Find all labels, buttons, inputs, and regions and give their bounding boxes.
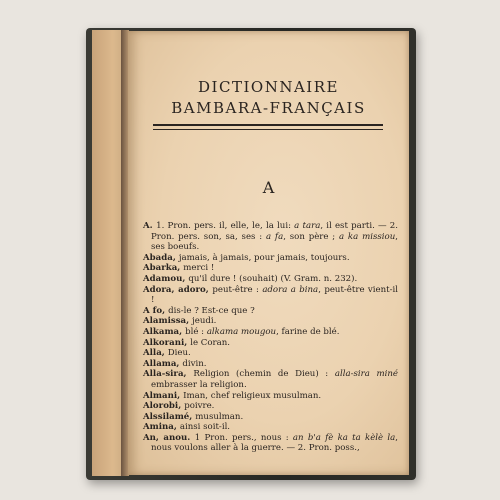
entry-headword: Alorobi, xyxy=(143,401,185,412)
entry-example: a ka missiou xyxy=(339,231,396,242)
dictionary-entry xyxy=(143,422,398,433)
entry-headword: Alkorani, xyxy=(143,337,191,348)
entry-headword: A. xyxy=(143,221,157,231)
entry-definition: Dieu. xyxy=(167,348,191,359)
entry-headword: An, anou. xyxy=(143,432,195,443)
entry-definition: 1 Pron. pers., nous : xyxy=(194,432,293,443)
dictionary-entry xyxy=(143,316,398,327)
entry-definition: , il est parti. — 2. Pron. pers. son, sa, ses : xyxy=(151,221,399,242)
entry-definition: , peut-être vient-il ! xyxy=(151,284,399,306)
page-title-line-2: BAMBARA-FRANÇAIS xyxy=(171,99,366,117)
dictionary-entry xyxy=(143,327,398,338)
dictionary-entry xyxy=(143,285,398,306)
entry-definition: dis-le ? Est-ce que ? xyxy=(168,305,255,316)
entry-definition: jamais, à jamais, pour jamais, toujours. xyxy=(178,252,350,263)
entry-definition: , ses boeufs. xyxy=(151,231,398,253)
entry-headword: Adora, adoro, xyxy=(143,284,213,295)
entry-definition: blé : xyxy=(185,326,207,337)
entry-headword: Alssilamé, xyxy=(143,411,196,422)
entry-definition: ainsi soit-il. xyxy=(179,422,231,433)
dictionary-entry xyxy=(143,306,398,317)
entry-example: alla-sira miné xyxy=(334,369,399,380)
dictionary-entry xyxy=(143,412,398,423)
entry-headword: Alla-sira, xyxy=(143,369,194,380)
entry-definition: le Coran. xyxy=(190,337,231,348)
entry-headword: Amina, xyxy=(143,422,180,433)
entry-example: an b'a fè ka ta kèlè la xyxy=(292,432,396,443)
dictionary-entry xyxy=(143,348,398,359)
entry-headword: Allama, xyxy=(143,358,183,369)
dictionary-entry xyxy=(143,369,398,390)
entry-headword: Adamou, xyxy=(143,273,189,284)
entry-definition: qu'il dure ! (souhait) (V. Gram. n. 232). xyxy=(188,273,358,284)
entry-example: adora a bina xyxy=(262,284,319,295)
dictionary-entry xyxy=(143,391,398,402)
entry-definition: divin. xyxy=(182,358,207,369)
page-title-line-1: DICTIONNAIRE xyxy=(198,78,339,96)
entry-definition: jeudi. xyxy=(192,316,217,327)
entry-headword: Alkama, xyxy=(143,326,186,337)
entry-definition: Religion (chemin de Dieu) : xyxy=(193,369,335,380)
entry-definition: , farine de blé. xyxy=(276,326,340,337)
entry-headword: Almani, xyxy=(143,390,184,401)
dictionary-entry xyxy=(143,433,398,454)
dictionary-entry xyxy=(143,253,398,264)
section-letter: A xyxy=(262,178,275,197)
dictionary-entry xyxy=(143,274,398,285)
dictionary-entry xyxy=(143,401,398,412)
entry-headword: Abada, xyxy=(143,252,179,263)
entry-headword: Alla, xyxy=(143,348,168,359)
entry-example: a fa xyxy=(265,231,284,242)
left-page-edge xyxy=(92,30,123,476)
dictionary-entry xyxy=(143,338,398,349)
dictionary-page xyxy=(128,31,409,475)
entry-headword: Abarka, xyxy=(143,263,184,274)
entry-list xyxy=(143,221,398,454)
entry-definition: , son père ; xyxy=(283,231,339,242)
page-title xyxy=(128,77,409,119)
dictionary-entry xyxy=(143,263,398,274)
entry-example: a tara xyxy=(294,221,321,231)
entry-definition: merci ! xyxy=(183,263,215,274)
entry-definition: poivre. xyxy=(184,401,215,412)
entry-definition: 1. Pron. pers. il, elle, le, la lui: xyxy=(156,221,295,231)
dictionary-entry xyxy=(143,221,398,253)
entry-definition: musulman. xyxy=(195,411,244,422)
entry-headword: A fo, xyxy=(143,305,169,316)
entry-definition: , nous voulons aller à la guerre. — 2. Pron. poss., xyxy=(151,432,398,454)
entry-example: alkama mougou xyxy=(206,326,277,337)
entry-definition: peut-être : xyxy=(212,284,263,295)
dictionary-entry xyxy=(143,359,398,370)
entry-headword: Alamissa, xyxy=(143,316,193,327)
entry-definition: embrasser la religion. xyxy=(151,379,247,390)
title-double-rule xyxy=(153,124,383,130)
entry-definition: Iman, chef religieux musulman. xyxy=(183,390,322,401)
